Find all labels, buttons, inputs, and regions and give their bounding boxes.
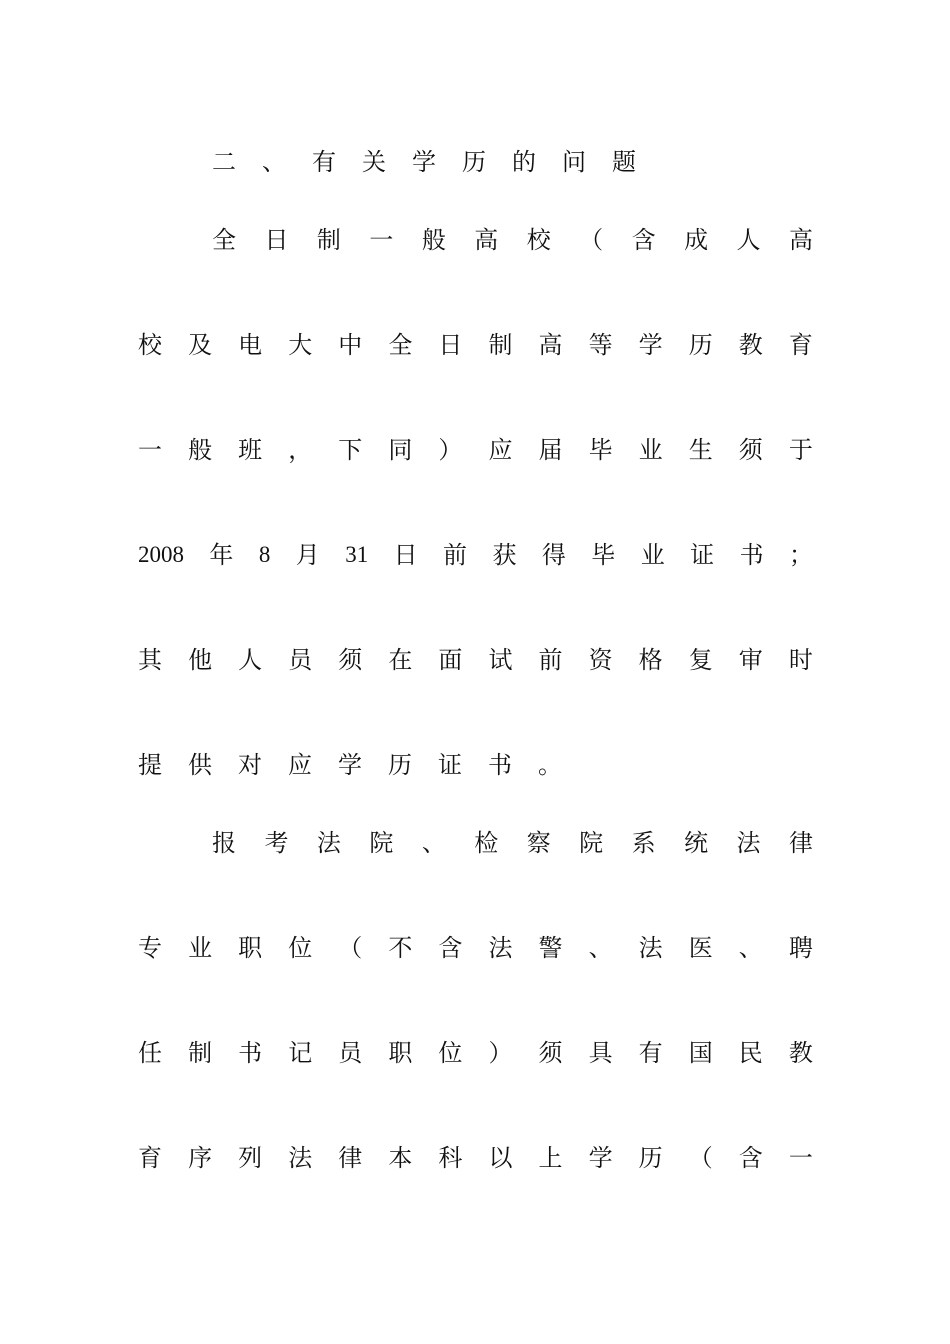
text-glyph: 律 [338, 1144, 363, 1172]
text-glyph: 记 [288, 1039, 313, 1067]
text-glyph: 、 [262, 148, 286, 176]
text-glyph: 须 [738, 436, 763, 464]
text-glyph: 中 [338, 331, 363, 359]
text-glyph: 员 [288, 646, 313, 674]
text-glyph: 历 [638, 1144, 663, 1172]
text-glyph: 有 [638, 1039, 663, 1067]
text-glyph: 警 [538, 934, 563, 962]
text-glyph: 书 [238, 1039, 263, 1067]
paragraph-line [212, 220, 813, 260]
text-glyph: 一 [138, 436, 162, 464]
text-glyph: 届 [538, 436, 563, 464]
text-glyph: 考 [264, 829, 289, 857]
text-glyph: 下 [338, 436, 363, 464]
text-glyph: 历 [688, 331, 713, 359]
text-glyph: 职 [388, 1039, 413, 1067]
text-glyph: 法 [736, 829, 761, 857]
text-glyph: 格 [638, 646, 663, 674]
text-glyph: 法 [316, 829, 341, 857]
text-glyph: 含 [631, 226, 656, 254]
paragraph-line [138, 640, 813, 680]
text-glyph: 具 [588, 1039, 613, 1067]
text-glyph: 校 [138, 331, 162, 359]
text-glyph: 一 [369, 226, 394, 254]
text-glyph: ） [488, 1039, 513, 1067]
text-glyph: 日 [393, 541, 418, 569]
text-glyph: 业 [188, 934, 213, 962]
text-glyph: 须 [338, 646, 363, 674]
paragraph-line [138, 430, 813, 470]
text-glyph: 31 [345, 542, 369, 567]
text-glyph: 高 [788, 226, 813, 254]
text-glyph: 法 [488, 934, 513, 962]
text-glyph: 资 [588, 646, 613, 674]
text-glyph: 8 [258, 542, 271, 567]
text-glyph: 学 [588, 1144, 613, 1172]
text-glyph: （ [579, 226, 604, 254]
text-glyph: 育 [138, 1144, 162, 1172]
text-glyph: 对 [238, 751, 262, 779]
text-glyph: 的 [512, 148, 536, 176]
text-glyph: 审 [738, 646, 763, 674]
text-glyph: 业 [638, 436, 663, 464]
text-glyph: 高 [474, 226, 499, 254]
text-glyph: 大 [288, 331, 313, 359]
text-glyph: 试 [488, 646, 513, 674]
text-glyph: 复 [688, 646, 713, 674]
text-glyph: 院 [369, 829, 394, 857]
paragraph-line [138, 928, 813, 968]
text-glyph: 列 [238, 1144, 263, 1172]
text-glyph: 、 [588, 934, 613, 962]
text-glyph: 同 [388, 436, 413, 464]
text-glyph: 上 [538, 1144, 563, 1172]
text-glyph: 制 [188, 1039, 213, 1067]
text-glyph: 日 [264, 226, 289, 254]
text-glyph: 报 [212, 829, 236, 857]
text-glyph: 。 [538, 751, 562, 779]
paragraph-line [138, 535, 813, 575]
text-glyph: 班 [238, 436, 263, 464]
text-glyph: 时 [788, 646, 813, 674]
text-glyph: 关 [362, 148, 386, 176]
text-glyph: 员 [338, 1039, 363, 1067]
text-glyph: （ [688, 1144, 713, 1172]
text-glyph: 其 [138, 646, 162, 674]
text-glyph: 学 [338, 751, 362, 779]
text-glyph: 供 [188, 751, 212, 779]
text-glyph: 民 [738, 1039, 763, 1067]
text-glyph: ； [788, 541, 813, 569]
text-glyph: 二 [212, 148, 236, 176]
text-glyph: 任 [138, 1039, 162, 1067]
text-glyph: 证 [438, 751, 462, 779]
text-glyph: 科 [438, 1144, 463, 1172]
text-glyph: 须 [538, 1039, 563, 1067]
text-glyph: 2008 [138, 542, 184, 567]
text-glyph: 、 [738, 934, 763, 962]
text-glyph: 系 [631, 829, 656, 857]
text-glyph: 不 [388, 934, 413, 962]
text-glyph: 面 [438, 646, 463, 674]
text-glyph: 校 [526, 226, 551, 254]
paragraph-line [138, 1033, 813, 1073]
text-glyph: 年 [209, 541, 234, 569]
text-glyph: 般 [188, 436, 213, 464]
text-glyph: 以 [488, 1144, 513, 1172]
text-glyph: 历 [462, 148, 486, 176]
text-glyph: 历 [388, 751, 412, 779]
paragraph-line [212, 823, 813, 863]
paragraph-line [138, 745, 813, 785]
text-glyph: 位 [438, 1039, 463, 1067]
text-glyph: 应 [488, 436, 513, 464]
text-glyph: 证 [690, 541, 715, 569]
text-glyph: 医 [688, 934, 713, 962]
text-glyph: 学 [412, 148, 436, 176]
text-glyph: 有 [312, 148, 336, 176]
text-glyph: 前 [538, 646, 563, 674]
text-glyph: 应 [288, 751, 312, 779]
text-glyph: 含 [738, 1144, 763, 1172]
text-glyph: 制 [316, 226, 341, 254]
text-glyph: 业 [640, 541, 665, 569]
text-glyph: 国 [688, 1039, 713, 1067]
text-glyph: （ [338, 934, 363, 962]
text-glyph: 及 [188, 331, 213, 359]
text-glyph: 检 [474, 829, 499, 857]
text-glyph: 位 [288, 934, 313, 962]
text-glyph: 人 [238, 646, 263, 674]
text-glyph: 日 [438, 331, 463, 359]
text-glyph: 获 [492, 541, 517, 569]
text-glyph: 得 [541, 541, 566, 569]
text-glyph: 制 [488, 331, 513, 359]
text-glyph: 前 [443, 541, 468, 569]
text-glyph: 人 [736, 226, 761, 254]
text-glyph: 察 [526, 829, 551, 857]
text-glyph: 学 [638, 331, 663, 359]
text-glyph: 书 [488, 751, 512, 779]
text-glyph: 高 [538, 331, 563, 359]
text-glyph: 毕 [588, 436, 613, 464]
text-glyph: 在 [388, 646, 413, 674]
text-glyph: 教 [738, 331, 763, 359]
text-glyph: 于 [788, 436, 813, 464]
text-glyph: 月 [295, 541, 320, 569]
text-glyph: 成 [684, 226, 709, 254]
text-glyph: 问 [562, 148, 586, 176]
text-glyph: 题 [612, 148, 636, 176]
text-glyph: 提 [138, 751, 162, 779]
text-glyph: 律 [788, 829, 813, 857]
text-glyph: 全 [388, 331, 413, 359]
text-glyph: 般 [421, 226, 446, 254]
text-glyph: 生 [688, 436, 713, 464]
paragraph-line [138, 325, 813, 365]
text-glyph: 法 [288, 1144, 313, 1172]
text-glyph: 全 [212, 226, 236, 254]
text-glyph: 育 [788, 331, 813, 359]
text-glyph: 专 [138, 934, 162, 962]
text-glyph: 职 [238, 934, 263, 962]
text-glyph: 院 [579, 829, 604, 857]
text-glyph: 含 [438, 934, 463, 962]
text-glyph: 教 [788, 1039, 813, 1067]
text-glyph: 一 [788, 1144, 813, 1172]
paragraph-line [138, 1138, 813, 1178]
text-glyph: 本 [388, 1144, 413, 1172]
text-glyph: 统 [684, 829, 709, 857]
text-glyph: ， [288, 436, 313, 464]
text-glyph: ） [438, 436, 463, 464]
text-glyph: 电 [238, 331, 263, 359]
text-glyph: 序 [188, 1144, 213, 1172]
text-glyph: 法 [638, 934, 663, 962]
text-glyph: 、 [421, 829, 446, 857]
text-glyph: 聘 [788, 934, 813, 962]
text-glyph: 等 [588, 331, 613, 359]
text-glyph: 他 [188, 646, 213, 674]
section-heading [212, 140, 662, 184]
text-glyph: 毕 [591, 541, 616, 569]
text-glyph: 书 [739, 541, 764, 569]
